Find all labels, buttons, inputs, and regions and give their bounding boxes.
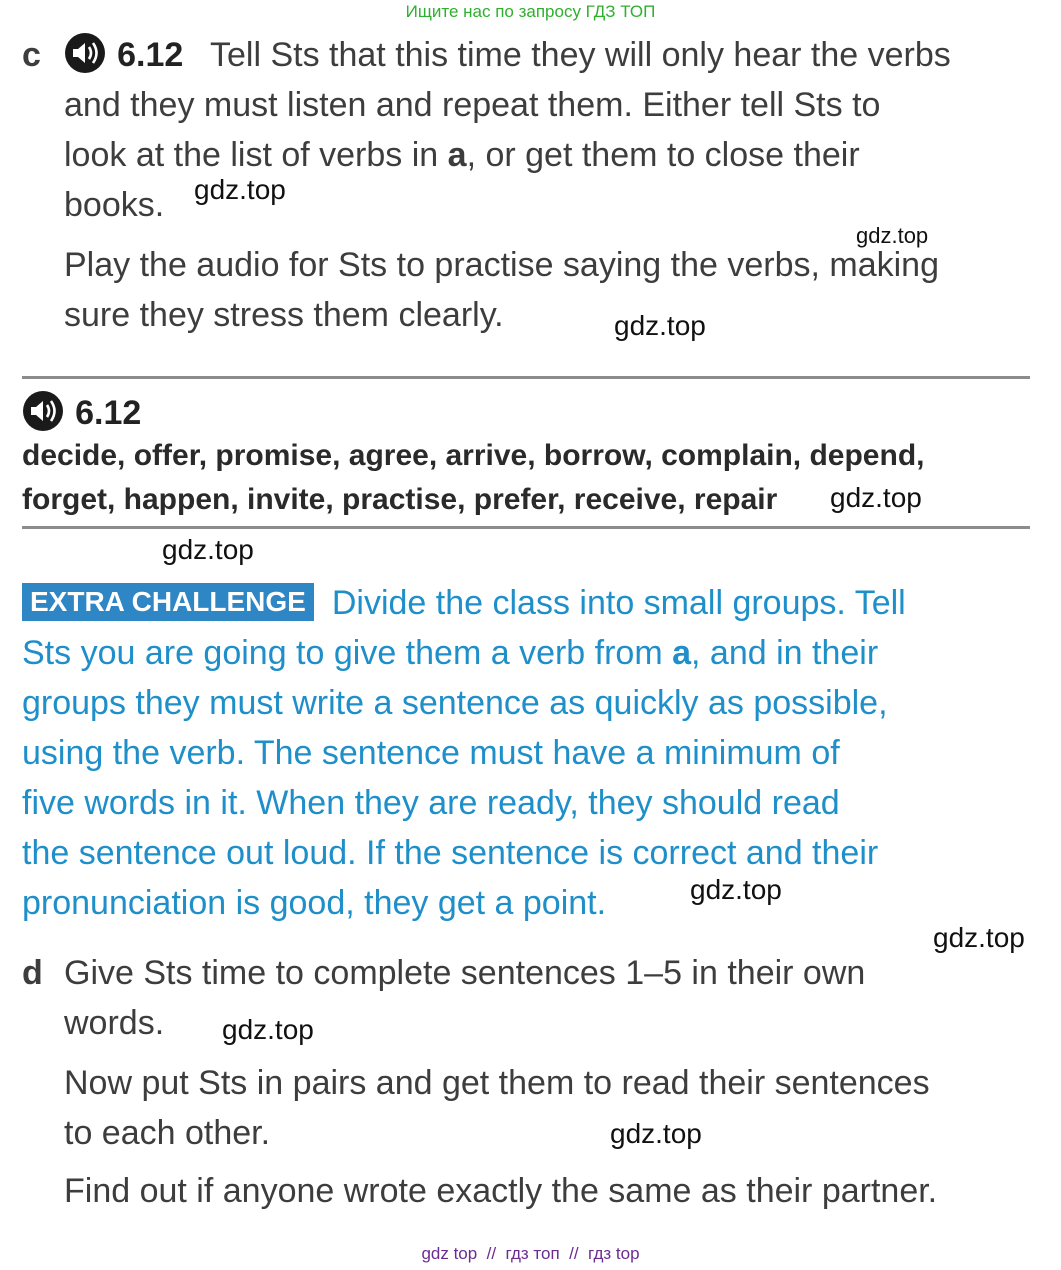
section-c-para2-line-2: sure they stress them clearly. bbox=[64, 296, 504, 334]
section-c-line-3: look at the list of verbs in a, or get them to close their bbox=[64, 136, 860, 174]
speaker-icon bbox=[64, 32, 106, 74]
extra-challenge-line-2: Sts you are going to give them a verb from a, and in their bbox=[22, 634, 879, 672]
section-c-audio-ref: 6.12 bbox=[64, 30, 183, 80]
watermark: gdz.top bbox=[856, 223, 929, 248]
bottom-banner[interactable]: gdz top // гдз топ // гдз top bbox=[421, 1244, 640, 1263]
verb-list-line-2: forget, happen, invite, practise, prefer, receive, repair bbox=[22, 483, 778, 516]
watermark: gdz.top bbox=[222, 1014, 314, 1045]
watermark: gdz.top bbox=[194, 174, 286, 205]
section-c-line-1: Tell Sts that this time they will only hear the verbs bbox=[210, 36, 951, 74]
top-banner[interactable]: Ищите нас по запросу ГДЗ ТОП bbox=[405, 2, 656, 21]
section-c-letter: c bbox=[22, 36, 41, 74]
section-d-para2-line-2: to each other. bbox=[64, 1114, 271, 1152]
watermark: gdz.top bbox=[933, 922, 1025, 953]
extra-challenge-badge: EXTRA CHALLENGE bbox=[22, 583, 314, 621]
section-d-para3-line-1: Find out if anyone wrote exactly the same as their partner. bbox=[64, 1172, 938, 1210]
audio-box-heading: 6.12 bbox=[22, 388, 141, 438]
extra-challenge-line-5: five words in it. When they are ready, they should read bbox=[22, 784, 840, 822]
extra-challenge-line-1: EXTRA CHALLENGE Divide the class into small groups. Tell bbox=[22, 578, 906, 628]
section-d-line-1: Give Sts time to complete sentences 1–5 in their own bbox=[64, 954, 866, 992]
audio-box-top-rule bbox=[22, 376, 1030, 379]
section-c-line-2: and they must listen and repeat them. Either tell Sts to bbox=[64, 86, 881, 124]
section-c-para2-line-1: Play the audio for Sts to practise saying the verbs, making bbox=[64, 246, 940, 284]
section-d-line-2: words. bbox=[64, 1004, 165, 1042]
extra-challenge-line-7: pronunciation is good, they get a point. bbox=[22, 884, 607, 922]
extra-challenge-line-3: groups they must write a sentence as quickly as possible, bbox=[22, 684, 888, 722]
watermark: gdz.top bbox=[830, 482, 922, 513]
watermark: gdz.top bbox=[690, 874, 782, 905]
audio-box-bottom-rule bbox=[22, 526, 1030, 529]
watermark: gdz.top bbox=[162, 534, 254, 565]
watermark: gdz.top bbox=[610, 1118, 702, 1149]
extra-challenge-line-6: the sentence out loud. If the sentence is correct and their bbox=[22, 834, 879, 872]
extra-challenge-line-4: using the verb. The sentence must have a minimum of bbox=[22, 734, 840, 772]
watermark: gdz.top bbox=[614, 310, 706, 341]
section-d-para2-line-1: Now put Sts in pairs and get them to read their sentences bbox=[64, 1064, 930, 1102]
speaker-icon bbox=[22, 390, 64, 432]
section-d-letter: d bbox=[22, 954, 43, 992]
section-c-line-4: books. bbox=[64, 186, 165, 224]
verb-list-line-1: decide, offer, promise, agree, arrive, borrow, complain, depend, bbox=[22, 439, 925, 472]
